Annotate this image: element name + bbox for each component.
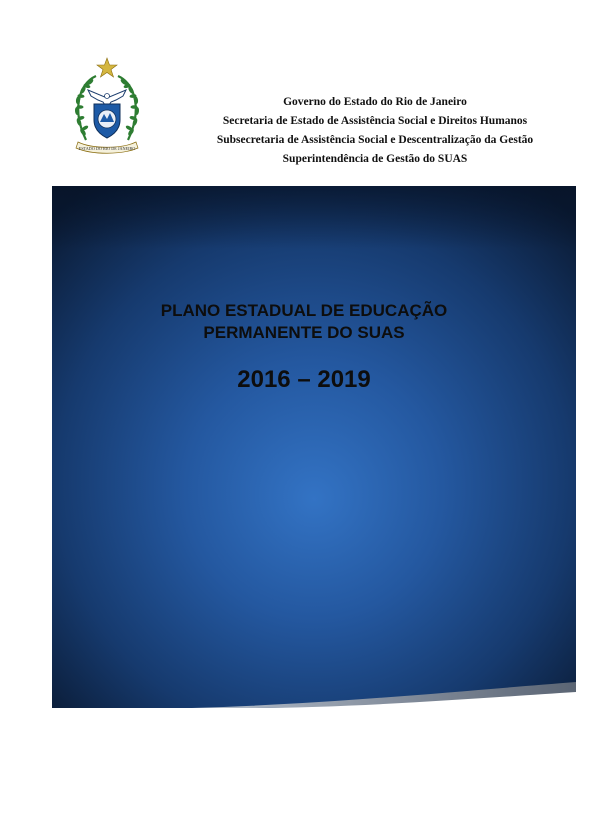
header-line-undersecretariat: Subsecretaria de Assistência Social e Descentralização da Gestão xyxy=(216,134,534,146)
header-line-superintendency: Superintendência de Gestão do SUAS xyxy=(282,153,468,165)
cover-title xyxy=(52,300,556,344)
coat-of-arms-graphic xyxy=(66,56,148,160)
star-icon xyxy=(97,58,117,77)
state-coat-of-arms-logo xyxy=(66,56,148,160)
cover-years: 2016 – 2019 xyxy=(237,366,371,393)
cover-panel xyxy=(52,186,576,708)
cover-panel-graphic xyxy=(52,186,576,708)
institution-header xyxy=(160,93,590,169)
cover-title-line-2: PERMANENTE DO SUAS xyxy=(203,323,405,342)
cover-title-line-1: PLANO ESTADUAL DE EDUCAÇÃO xyxy=(160,301,448,320)
header-line-government: Governo do Estado do Rio de Janeiro xyxy=(283,96,467,108)
header-line-secretariat: Secretaria de Estado de Assistência Social e Direitos Humanos xyxy=(222,115,528,127)
emblem-banner-text: ESTADO DO RIO DE JANEIRO xyxy=(78,146,136,151)
